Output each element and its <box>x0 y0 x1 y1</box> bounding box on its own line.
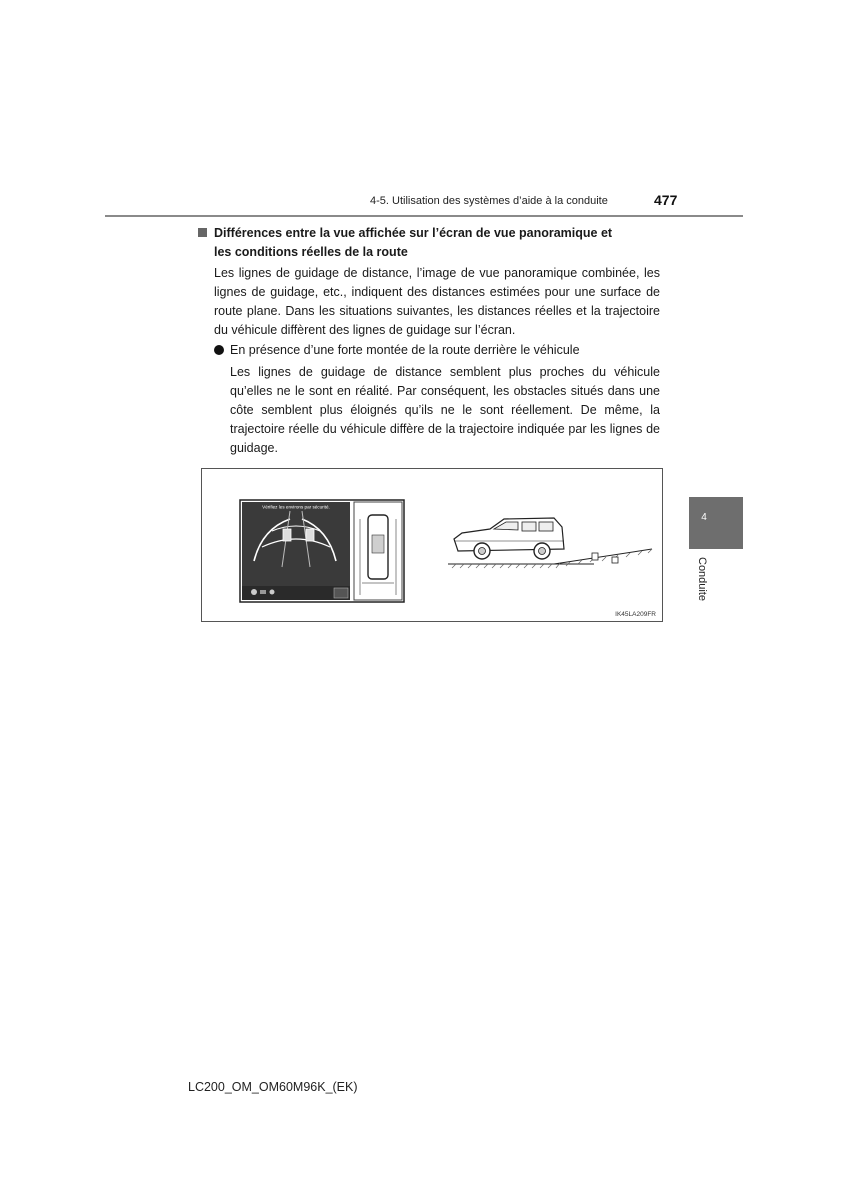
illustration-drawing <box>202 469 664 623</box>
intro-paragraph: Les lignes de guidage de distance, l’image de vue panoramique combinée, les lignes de guidage, etc., indiquent des distances estimées pour une surface de route plane. Dans les situations suivantes, les distances réelles et la trajectoire du véhicule diffèrent des lignes de guidage sur l’écran. <box>214 266 660 337</box>
chapter-tab <box>689 497 743 549</box>
running-header-section: 4-5. Utilisation des systèmes d’aide à la conduite <box>370 195 608 207</box>
obstacle-box-near <box>592 553 598 560</box>
header-rule <box>105 215 743 217</box>
camera-icon <box>251 589 257 595</box>
bullet-paragraph: Les lignes de guidage de distance semblent plus proches du véhicule qu’elles ne le sont en réalité. Par conséquent, les obstacles situés dans une côte semblent plus éloignés qu’ils ne le sont réellement. De même, la trajectoire réelle du véhicule diffère de la trajectoire indiquée par les lignes de guidage. <box>230 365 660 455</box>
screen-caption: Vérifiez les environs par sécurité. <box>262 504 330 510</box>
page-number: 477 <box>654 192 678 208</box>
monitor-screen <box>240 500 404 602</box>
square-bullet-icon <box>198 228 207 237</box>
chapter-tab-label: Conduite <box>696 557 708 602</box>
illustration-figure <box>201 468 663 622</box>
footer-code: LC200_OM_OM60M96K_(EK) <box>188 1080 358 1094</box>
view-switch-icon <box>334 588 348 598</box>
section-title-line1: Différences entre la vue affichée sur l’écran de vue panoramique et <box>214 226 613 240</box>
obstacle-marker-left <box>283 529 291 541</box>
section-title <box>198 224 660 262</box>
section-title-line2: les conditions réelles de la route <box>214 245 408 259</box>
chapter-tab-number: 4 <box>701 512 707 523</box>
round-bullet-icon <box>214 345 224 355</box>
figure-code: IK45LA209FR <box>615 611 656 618</box>
obstacle-box-far <box>612 557 618 563</box>
bullet-label: En présence d’une forte montée de la route derrière le véhicule <box>230 343 580 357</box>
suv-slope-diagram <box>448 518 652 568</box>
bullet-item <box>214 341 580 360</box>
obstacle-marker-right <box>306 529 314 541</box>
